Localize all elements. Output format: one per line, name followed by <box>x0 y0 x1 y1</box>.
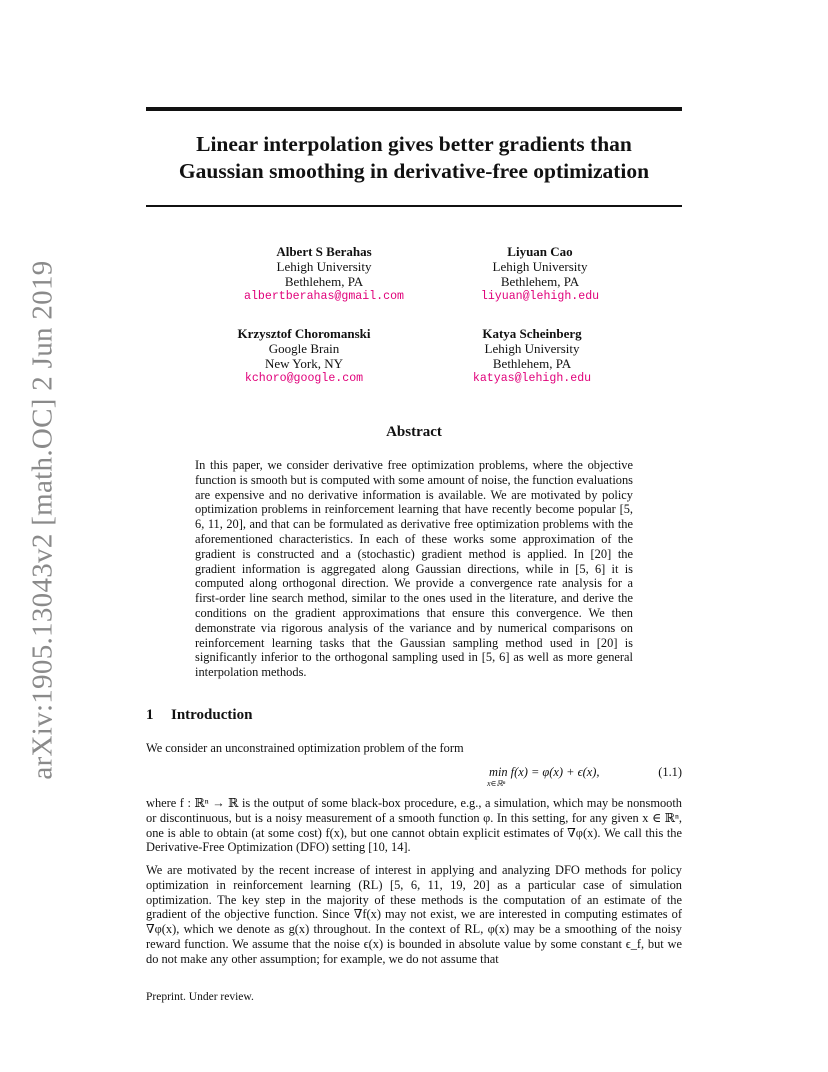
title-bottom-rule <box>146 205 682 207</box>
author-affiliation: Lehigh University <box>484 341 580 356</box>
preprint-footer-note: Preprint. Under review. <box>146 991 254 1003</box>
paper-title-line-2: Gaussian smoothing in derivative-free optimization <box>178 159 650 183</box>
equation-1-1 <box>146 765 682 793</box>
equation-subscript: x∈ℝⁿ <box>487 779 506 788</box>
author-email-link[interactable]: albertberahas@gmail.com <box>243 290 405 303</box>
author-affiliation: Lehigh University <box>492 259 588 274</box>
author-email-link[interactable]: liyuan@lehigh.edu <box>480 290 600 303</box>
abstract-heading: Abstract <box>386 424 442 440</box>
author-block <box>425 244 655 304</box>
intro-paragraph-1: We consider an unconstrained optimization problem of the form <box>146 741 464 755</box>
paper-title-line-1: Linear interpolation gives better gradients than <box>196 132 632 156</box>
author-location: New York, NY <box>264 356 343 371</box>
author-name: Krzysztof Choromanski <box>237 326 371 341</box>
author-name: Albert S Berahas <box>276 244 372 259</box>
author-block <box>209 244 439 304</box>
author-name: Liyuan Cao <box>507 244 573 259</box>
author-location: Bethlehem, PA <box>500 274 580 289</box>
section-number: 1 <box>146 707 154 723</box>
author-location: Bethlehem, PA <box>284 274 364 289</box>
author-block <box>189 326 419 386</box>
intro-paragraph-2: where f : ℝⁿ → ℝ is the output of some black-box procedure, e.g., a simulation, which may be nonsmooth or discontinuous, but is a noisy measurement of a smooth function φ. In this setting, for any given x ∈ ℝⁿ, one is able to obtain (at some cost) f(x), but one cannot obtain explicit estimates of ∇φ(x). We call this the Derivative-Free Optimization (DFO) setting [10, 14]. <box>146 796 682 855</box>
author-block <box>417 326 647 386</box>
author-name: Katya Scheinberg <box>482 326 582 341</box>
section-heading <box>146 707 252 724</box>
title-top-rule <box>146 107 682 111</box>
author-email-link[interactable]: katyas@lehigh.edu <box>472 372 592 385</box>
author-email-link[interactable]: kchoro@google.com <box>244 372 364 385</box>
equation-number: (1.1) <box>658 765 682 779</box>
paper-title <box>146 131 682 185</box>
author-affiliation: Google Brain <box>268 341 340 356</box>
section-title: Introduction <box>171 707 253 723</box>
author-location: Bethlehem, PA <box>492 356 572 371</box>
equation-body: min f(x) = φ(x) + ϵ(x), <box>489 765 600 779</box>
abstract-text: In this paper, we consider derivative free optimization problems, where the objective function is smooth but is computed with some amount of noise, the function evaluations are expensive and no derivative information is available. We are motivated by policy optimization problems in reinforcement learning that have recently become popular [5, 6, 11, 20], and that can be formulated as derivative free optimization problems with the aforementioned characteristics. In each of these works some approximation of the gradient is constructed and a (stochastic) gradient method is applied. In [20] the gradient information is aggregated along Gaussian directions, while in [5, 6] it is computed along orthogonal direction. We provide a convergence rate analysis for a first-order line search method, similar to the ones used in the literature, and derive the conditions on the gradient approximations that ensure this convergence. We then demonstrate via rigorous analysis of the variance and by numerical comparisons on reinforcement learning tasks that the Gaussian sampling method used in [20] is significantly inferior to the orthogonal sampling used in [5, 6] as well as more general interpolation methods. <box>195 458 633 680</box>
author-affiliation: Lehigh University <box>276 259 372 274</box>
arxiv-identifier-stamp: arXiv:1905.13043v2 [math.OC] 2 Jun 2019 <box>26 260 59 780</box>
intro-paragraph-3: We are motivated by the recent increase of interest in applying and analyzing DFO methods for policy optimization in reinforcement learning (RL) [5, 6, 11, 19, 20] as a particular case of simulation optimization. The key step in the majority of these methods is the computation of an estimate of the gradient of the objective function. Since ∇f(x) may not exist, we are interested in computing estimates of ∇φ(x), which we denote as g(x) throughout. In the context of RL, φ(x) may be a smoothing of the noisy reward function. We assume that the noise ϵ(x) is bounded in absolute value by some constant ϵ_f, but we do not make any other assumption; for example, we do not assume that <box>146 863 682 966</box>
